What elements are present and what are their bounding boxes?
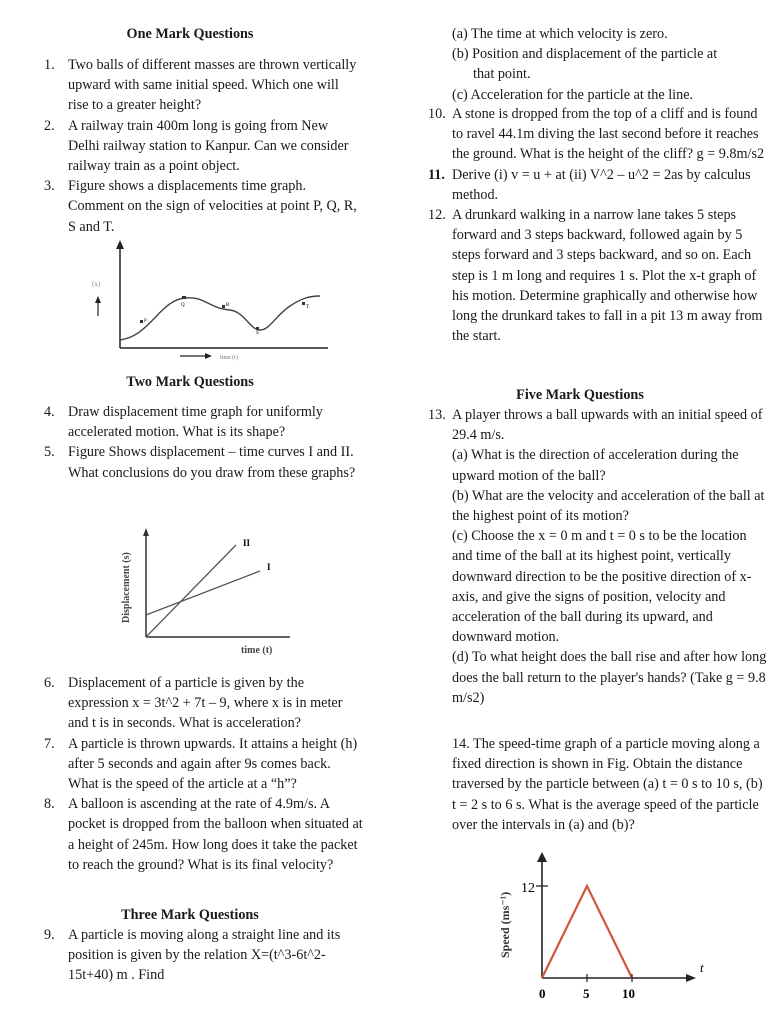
point-p-marker: [140, 320, 143, 323]
question-2: [44, 116, 360, 177]
fig3-xtick-label-5: 5: [583, 986, 590, 1001]
question-number: 9.: [44, 927, 55, 943]
one-mark-list: [44, 55, 360, 237]
heading-one-mark: One Mark Questions: [126, 26, 254, 42]
question-number: 3.: [44, 178, 55, 195]
question-number: 10.: [428, 106, 446, 122]
question-3: [44, 176, 360, 237]
question-13d: (d) To what height does the ball rise and after how long does the ball return to the player's hands? (Take g = 9.8 m/s2): [452, 649, 767, 706]
fig3-xtick-label-0: 0: [539, 986, 546, 1001]
question-13a: (a) What is the direction of acceleration during the upward motion of the ball?: [452, 447, 739, 484]
question-number: 6.: [44, 675, 55, 691]
question-text: Figure Shows displacement – time curves I and II. What conclusions do you draw from these graphs?: [68, 444, 356, 481]
question-text: Displacement of a particle is given by the expression x = 3t^2 + 7t – 9, where x is in meter and t is in seconds. What is acceleration?: [68, 675, 343, 732]
five-mark-list: [428, 405, 768, 708]
heading-two-mark: Two Mark Questions: [126, 374, 254, 390]
fig2-xlabel: time (t): [241, 645, 273, 656]
fig2-y-arrow: [143, 528, 149, 536]
question-9a: (a) The time at which velocity is zero.: [452, 26, 668, 42]
question-1: [44, 55, 360, 116]
fig3-ytick-label: 12: [521, 881, 535, 896]
question-text: A stone is dropped from the top of a cliff and is found to ravel 44.1m diving the last second before it reaches the ground. What is the height of the cliff? g = 9.8m/s2: [452, 106, 765, 163]
line-II-label: II: [243, 538, 251, 548]
question-number: 4.: [44, 404, 55, 420]
question-text: Draw displacement time graph for uniformly accelerated motion. What is its shape?: [68, 404, 323, 441]
question-number: 12.: [428, 207, 446, 224]
question-9: [44, 925, 348, 986]
fig3-y-arrow: [537, 852, 547, 862]
question-number: 7.: [44, 735, 55, 752]
question-text: Derive (i) v = u + at (ii) V^2 – u^2 = 2as by calculus method.: [452, 166, 751, 203]
question-number: 2.: [44, 117, 55, 134]
point-r-marker: [222, 305, 225, 308]
line-I-label: I: [267, 562, 271, 572]
question-5: [44, 442, 360, 482]
question-9b: (b) Position and displacement of the particle at: [452, 46, 718, 63]
fig1-y-arrow: [116, 240, 124, 249]
question-9-parts: [452, 24, 768, 105]
question-10: [428, 104, 768, 165]
question-number: 13.: [428, 407, 446, 423]
question-12: [428, 205, 768, 346]
point-p-label: P: [144, 319, 147, 324]
question-number: 5.: [44, 444, 55, 461]
fig3-x-arrow: [686, 974, 696, 982]
speed-time-figure: [484, 848, 714, 1018]
fig2-ylabel: Displacement (s): [121, 552, 132, 623]
question-7: [44, 734, 364, 795]
fig1-up-arrow-head: [95, 296, 101, 303]
question-6: [44, 673, 364, 734]
point-s-label: S: [256, 331, 259, 336]
question-9c: (c) Acceleration for the particle at the line.: [452, 86, 694, 103]
question-text: A balloon is ascending at the rate of 4.9m/s. A pocket is dropped from the balloon when situated at a height of 245m. How long does it take the packet to reach the ground? What is its final velocity?: [68, 796, 363, 873]
point-r-label: R: [226, 303, 230, 308]
question-13c: (c) Choose the x = 0 m and t = 0 s to be the location and time of the ball at its highest point, vertically downward direction to be the positive direction of x-axis, and give the signs of position, velocity and acceleration of the ball during its upward, and downward motion.: [452, 528, 752, 646]
question-text: 14. The speed-time graph of a particle moving along a fixed direction is shown in Fig. Obtain the distance traversed by the particle between (a) t = 0 s to 10 s, (b) t = 2 s to 6 s. What is the average speed of the particle over the intervals in (a) and (b)?: [452, 736, 763, 833]
fig1-xlabel: time (t): [220, 355, 238, 361]
question-13b: (b) What are the velocity and acceleration of the ball at the highest point of its motion?: [452, 487, 765, 525]
point-t-label: T: [306, 305, 310, 310]
line-I: [146, 571, 260, 615]
line-II: [146, 545, 236, 637]
fig3-xlabel: t: [700, 960, 704, 975]
displacement-time-figure: [80, 238, 340, 363]
question-14: [452, 734, 768, 835]
question-text: A railway train 400m long is going from New Delhi railway station to Kanpur. Can we consider railway train as a point object.: [68, 117, 349, 175]
two-mark-list: [44, 402, 360, 483]
heading-five-mark: Five Mark Questions: [516, 387, 644, 403]
two-mark-list-continued: [44, 673, 364, 875]
three-mark-list: [44, 925, 348, 986]
point-q-label: Q: [181, 303, 185, 308]
question-4: [44, 402, 360, 442]
point-s-marker: [256, 327, 259, 330]
question-number: 8.: [44, 796, 55, 813]
question-text: A particle is moving along a straight line and its position is given by the relation X=(t^3-6t^2-15t+40) m . Find: [68, 927, 341, 984]
fig1-curve: [120, 296, 320, 340]
three-mark-list-continued: [428, 104, 768, 346]
question-11: [428, 165, 768, 205]
question-13: [428, 405, 768, 708]
fig1-ylabel: (x): [92, 280, 101, 288]
question-number: 1.: [44, 57, 55, 73]
fig3-xtick-label-10: 10: [622, 986, 635, 1001]
point-q-marker: [182, 296, 186, 299]
question-number: 11.: [428, 166, 445, 183]
question-9b-cont: that point.: [473, 66, 531, 83]
displacement-curves-figure: [110, 525, 300, 660]
fig1-right-arrow-head: [205, 353, 212, 359]
point-t-marker: [302, 302, 305, 305]
question-text: A drunkard walking in a narrow lane takes 5 steps forward and 3 steps backward, followed again by 5 steps forward and 3 steps backward, and so on. Each step is 1 m long and requires 1 s. Plot the x-t graph of his motion. Determine graphically and otherwise how long the drunkard takes to fall in a pit 13 m away from the start.: [452, 207, 763, 345]
question-text: Two balls of different masses are thrown vertically upward with same initial speed. Which one will rise to a greater height?: [68, 57, 357, 114]
fig3-ylabel: Speed (ms⁻¹): [498, 891, 512, 958]
question-8: [44, 794, 364, 875]
question-text: Figure shows a displacements time graph. Comment on the sign of velocities at point P, Q, R, S and T.: [68, 178, 357, 235]
question-text: A player throws a ball upwards with an initial speed of 29.4 m/s.: [452, 407, 763, 444]
question-text: A particle is thrown upwards. It attains a height (h) after 5 seconds and again after 9s comes back. What is the speed of the article at a “h”?: [68, 735, 358, 793]
speed-triangle: [542, 886, 632, 978]
heading-three-mark: Three Mark Questions: [121, 907, 259, 923]
